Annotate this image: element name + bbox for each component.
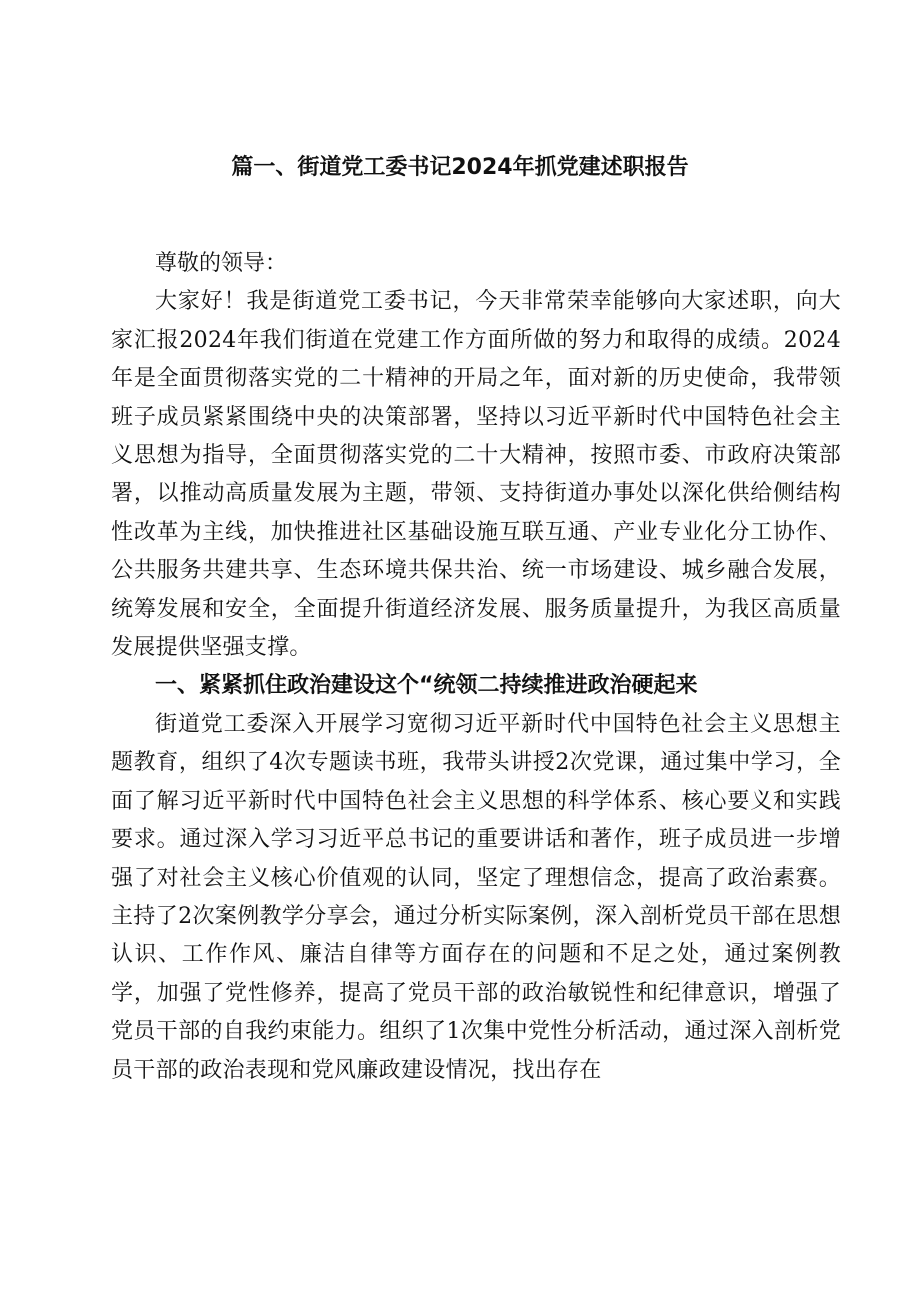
salutation: 尊敬的领导：	[155, 251, 288, 276]
section-paragraph: 街道党工委深入开展学习宽彻习近平新时代中国特色社会主义思想主题教育，组织了4次专题读书班，我带头讲授2次党课，通过集中学习，全面了解习近平新时代中国特色社会主义思想的科学体系、核心要义和实践要求。通过深入学习习近平总书记的重要讲话和著作，班子成员进一步增强了对社会主义核心价值观的认同，坚定了理想信念，提高了政治素赛。主持了2次案例教学分享会，通过分析实际案例，深入剖析党员干部在思想认识、工作作风、廉洁自律等方面存在的问题和不足之处，通过案例教学，加强了党性修养，提高了党员干部的政治敏锐性和纪律意识，增强了党员干部的自我约束能力。组织了1次集中党性分析活动，通过深入剖析党员干部的政治表现和党风廉政建设情况，找出存在	[111, 711, 841, 1083]
document-body	[111, 245, 841, 1090]
section-heading: 一、紧紧抓住政治建设这个“统领二持续推进政治硬起来	[155, 673, 698, 699]
intro-paragraph: 大家好！我是街道党工委书记，今天非常荣幸能够向大家述职，向大家汇报2024年我们街道在党建工作方面所做的努力和取得的成绩。2024年是全面贯彻落实党的二十精神的开局之年，面对新的历史使命，我带领班子成员紧紧围绕中央的决策部署，坚持以习近平新时代中国特色社会主义思想为指导，全面贯彻落实党的二十大精神，按照市委、市政府决策部署，以推动高质量发展为主题，带领、支持街道办事处以深化供给侧结构性改革为主线，加快推进社区基础设施互联互通、产业专业化分工协作、公共服务共建共享、生态环境共保共治、统一市场建设、城乡融合发展，统筹发展和安全，全面提升街道经济发展、服务质量提升，为我区高质量发展提供坚强支撑。	[111, 289, 841, 661]
document-title: 篇一、街道党工委书记2024年抓党建述职报告	[231, 155, 689, 180]
